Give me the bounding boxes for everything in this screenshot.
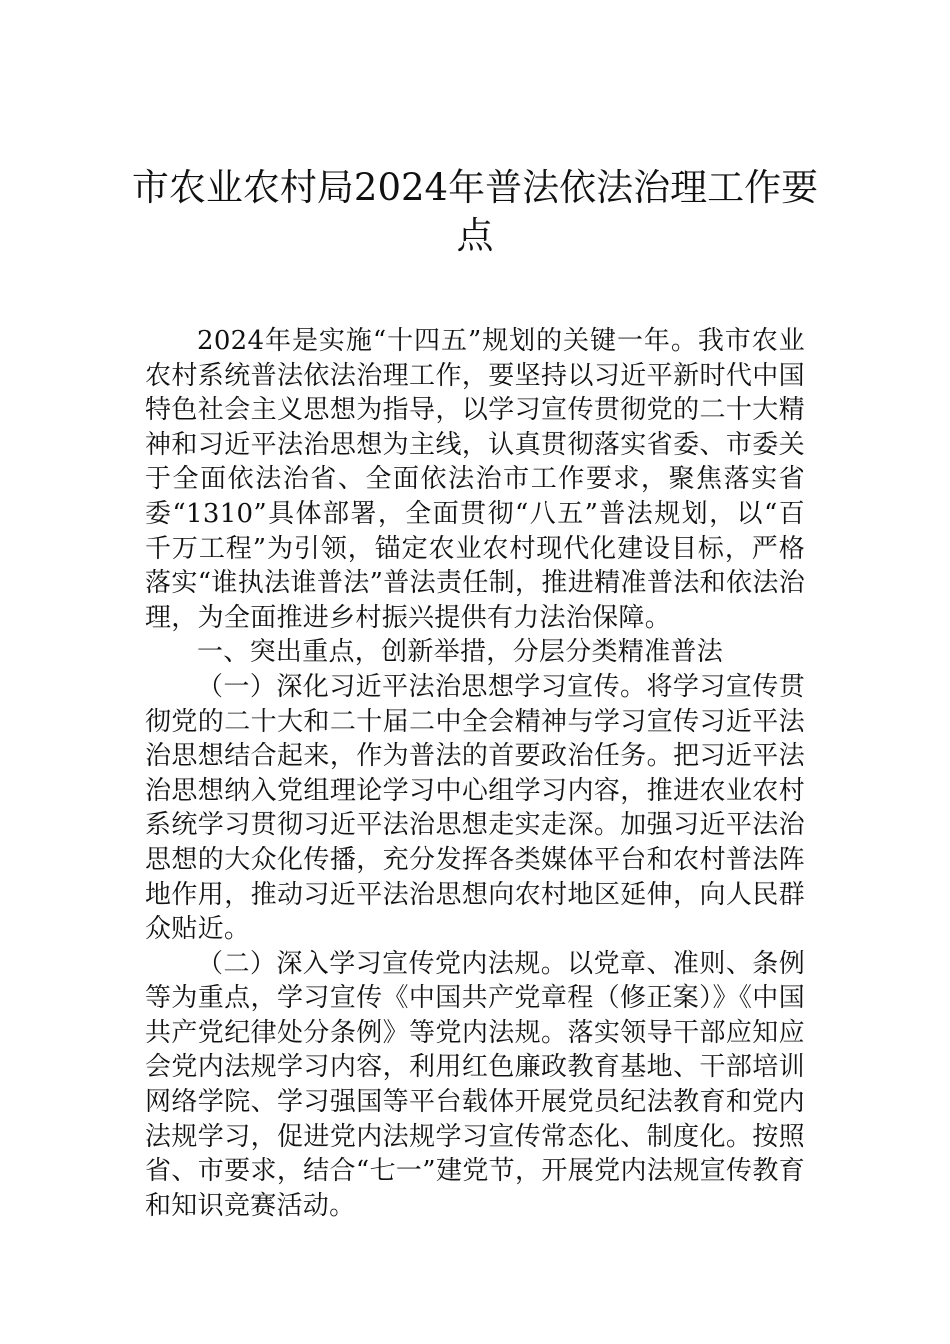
document-title-line-2: 点 [456, 214, 494, 257]
section-heading-1: 一、突出重点，创新举措，分层分类精准普法 [197, 637, 724, 668]
paragraph-intro: 2024年是实施“十四五”规划的关键一年。我市农业农村系统普法依法治理工作，要坚持以习近平新时代中国特色社会主义思想为指导，以学习宣传贯彻党的二十大精神和习近平法治思想为主线，认真贯彻落实省委、市委关于全面依法治省、全面依法治市工作要求，聚焦落实省委“1310”具体部署，全面贯彻“八五”普法规划，以“百千万工程”为引领，锚定农业农村现代化建设目标，严格落实“谁执法谁普法”普法责任制，推进精准普法和依法治理，为全面推进乡村振兴提供有力法治保障。 [145, 326, 805, 633]
paragraph-item-2: （二）深入学习宣传党内法规。以党章、准则、条例等为重点，学习宣传《中国共产党章程（修正案）》《中国共产党纪律处分条例》等党内法规。落实领导干部应知应会党内法规学习内容，利用红色廉政教育基地、干部培训网络学院、学习强国等平台载体开展党员纪法教育和党内法规学习，促进党内法规学习宣传常态化、制度化。按照省、市要求，结合“七一”建党节，开展党内法规宣传教育和知识竞赛活动。 [145, 948, 805, 1221]
paragraph-item-1: （一）深化习近平法治思想学习宣传。将学习宣传贯彻党的二十大和二十届二中全会精神与学习宣传习近平法治思想结合起来，作为普法的首要政治任务。把习近平法治思想纳入党组理论学习中心组学习内容，推进农业农村系统学习贯彻习近平法治思想走实走深。加强习近平法治思想的大众化传播，充分发挥各类媒体平台和农村普法阵地作用，推动习近平法治思想向农村地区延伸，向人民群众贴近。 [145, 671, 805, 945]
document-body [145, 324, 805, 1223]
document-title-line-1: 市农业农村局2024年普法依法治理工作要 [131, 166, 819, 209]
